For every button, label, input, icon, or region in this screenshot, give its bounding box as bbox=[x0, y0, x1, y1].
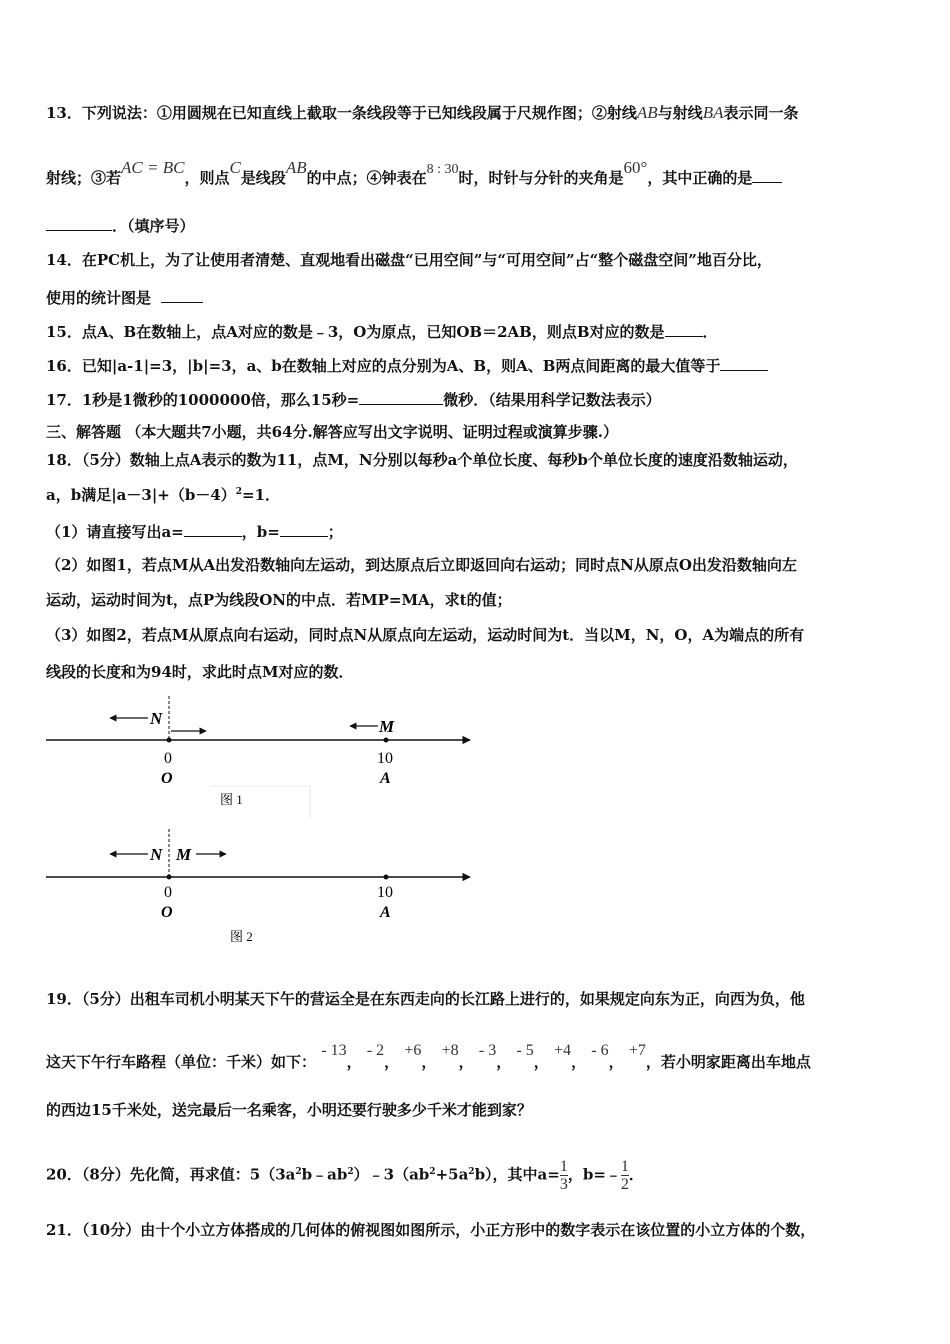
mileage-value: - 13 bbox=[321, 1042, 347, 1059]
label-m: M bbox=[379, 717, 395, 736]
tick-ten: 10 bbox=[377, 750, 393, 767]
figure-2-caption: 图 2 bbox=[230, 929, 253, 944]
point-o bbox=[167, 738, 172, 743]
answer-blank-b[interactable] bbox=[280, 520, 328, 537]
q13-line2: 射线；③若AC = BC，则点C是线段AB的中点；④钟表在8 : 30时，时针与分针的夹角是60°，其中正确的是 bbox=[46, 166, 782, 190]
q17-line: 17．1秒是1微秒的1000000倍，那么15秒= 微秒．（结果用科学记数法表示） bbox=[46, 388, 661, 410]
q20-line: 20．（8分）先化简，再求值：$5(3a^2b﹣ab^2)﹣3(ab^2+5a^2b)$，其中a= $\frac{1}{3}$ ，b=﹣ $\frac{1}{2}$ ． bbox=[46, 1158, 644, 1193]
q13-line1: 13．下列说法：①用圆规在已知直线上截取一条线段等于已知线段属于尺规作图；②射线AB与射线BA表示同一条 bbox=[46, 103, 799, 122]
q16-line: 16．已知|a-1|=3，|b|=3，a、b在数轴上对应的点分别为A、B，则A、B两点间距离的最大值等于 bbox=[46, 354, 768, 376]
math-ba: BA bbox=[702, 103, 724, 122]
mileage-value: +6 bbox=[404, 1042, 422, 1059]
q18-sub1: （1）请直接写出a= ，b= ； bbox=[46, 520, 343, 542]
mileage-value: +4 bbox=[554, 1042, 572, 1059]
q18-sub3-line2: 线段的长度和为94时，求此时点M对应的数． bbox=[46, 663, 354, 681]
tick-zero: 0 bbox=[164, 750, 172, 767]
figure-1 bbox=[0, 690, 500, 830]
tick-zero: 0 bbox=[164, 884, 172, 901]
q15-line: 15．点A、B在数轴上，点A对应的数是﹣3，O为原点，已知OB＝2AB，则点B对应的数是 ． bbox=[46, 320, 718, 342]
math-c: C bbox=[229, 158, 241, 177]
label-n: N bbox=[150, 709, 163, 728]
math-time: 8 : 30 bbox=[426, 162, 459, 177]
q18-sub3-line1: （3）如图2，若点M从原点向右运动，同时点N从原点向左运动，运动时间为t．当以M，N，O，A为端点的所有 bbox=[46, 626, 805, 644]
mileage-value: - 5 bbox=[516, 1042, 534, 1059]
fraction-a: $\frac{1}{3}$ bbox=[559, 1158, 568, 1193]
answer-blank[interactable] bbox=[46, 214, 112, 231]
point-a bbox=[384, 875, 389, 880]
fraction-b: $\frac{1}{2}$ bbox=[620, 1158, 629, 1193]
label-a: A bbox=[380, 904, 391, 921]
q18-sub2-line2: 运动，运动时间为t，点P为线段ON的中点．若MP=MA，求t的值； bbox=[46, 591, 512, 609]
answer-blank[interactable] bbox=[665, 320, 703, 337]
q18-line2: a，b满足$|a-3|+(b-4)^2=1$． bbox=[46, 486, 281, 504]
label-n: N bbox=[150, 845, 163, 864]
mileage-value: +7 bbox=[628, 1042, 646, 1059]
q19-line1: 19．（5分）出租车司机小明某天下午的营运全是在东西走向的长江路上进行的，如果规定向东为正，向西为负，他 bbox=[46, 990, 805, 1008]
point-o bbox=[167, 875, 172, 880]
math-ab2: AB bbox=[285, 158, 307, 177]
label-o: O bbox=[161, 770, 173, 787]
label-a: A bbox=[380, 770, 391, 787]
mileage-value: - 6 bbox=[591, 1042, 609, 1059]
mileage-value: +8 bbox=[441, 1042, 459, 1059]
q18-sub2-line1: （2）如图1，若点M从A出发沿数轴向左运动，到达原点后立即返回向右运动；同时点N从原点O出发沿数轴向左 bbox=[46, 556, 797, 574]
q21-line: 21．（10分）由十个小立方体搭成的几何体的俯视图如图所示，小正方形中的数字表示在该位置的小立方体的个数， bbox=[46, 1221, 816, 1239]
math-ac-eq-bc: AC = BC bbox=[121, 158, 185, 177]
point-a bbox=[384, 738, 389, 743]
answer-blank[interactable] bbox=[752, 166, 782, 183]
q18-line1: 18．（5分）数轴上点A表示的数为11，点M，N分别以每秒a个单位长度、每秒b个单位长度的速度沿数轴运动， bbox=[46, 451, 798, 469]
answer-blank[interactable] bbox=[359, 388, 443, 405]
label-m: M bbox=[176, 845, 192, 864]
answer-blank[interactable] bbox=[161, 286, 203, 303]
mileage-value: - 2 bbox=[366, 1042, 385, 1059]
answer-blank[interactable] bbox=[720, 354, 768, 371]
q19-line2: 这天下午行车路程（单位：千米）如下： - 13， - 2， +6， +8， - 3， - 5， +4， - 6， +7，若小明家距离出车地点 bbox=[46, 1042, 811, 1071]
q19-line3: 的西边15千米处，送完最后一名乘客，小明还要行驶多少千米才能到家？ bbox=[46, 1101, 532, 1119]
mileage-value: - 3 bbox=[478, 1042, 497, 1059]
q14-line1: 14．在PC机上，为了让使用者清楚、直观地看出磁盘“已用空间”与“可用空间”占“整个磁盘空间”地百分比， bbox=[46, 251, 772, 269]
math-angle: 60° bbox=[623, 158, 648, 177]
math-ab: AB bbox=[636, 103, 658, 122]
label-o: O bbox=[161, 904, 173, 921]
q13-line3: ．（填序号） bbox=[46, 214, 195, 236]
q14-line2: 使用的统计图是 bbox=[46, 286, 203, 308]
tick-ten: 10 bbox=[377, 884, 393, 901]
figure-2 bbox=[0, 825, 500, 950]
answer-blank-a[interactable] bbox=[184, 520, 242, 537]
section3-heading: 三、解答题 （本大题共7小题，共64分.解答应写出文字说明、证明过程或演算步骤.） bbox=[46, 423, 618, 441]
figure-1-caption: 图 1 bbox=[220, 792, 243, 807]
